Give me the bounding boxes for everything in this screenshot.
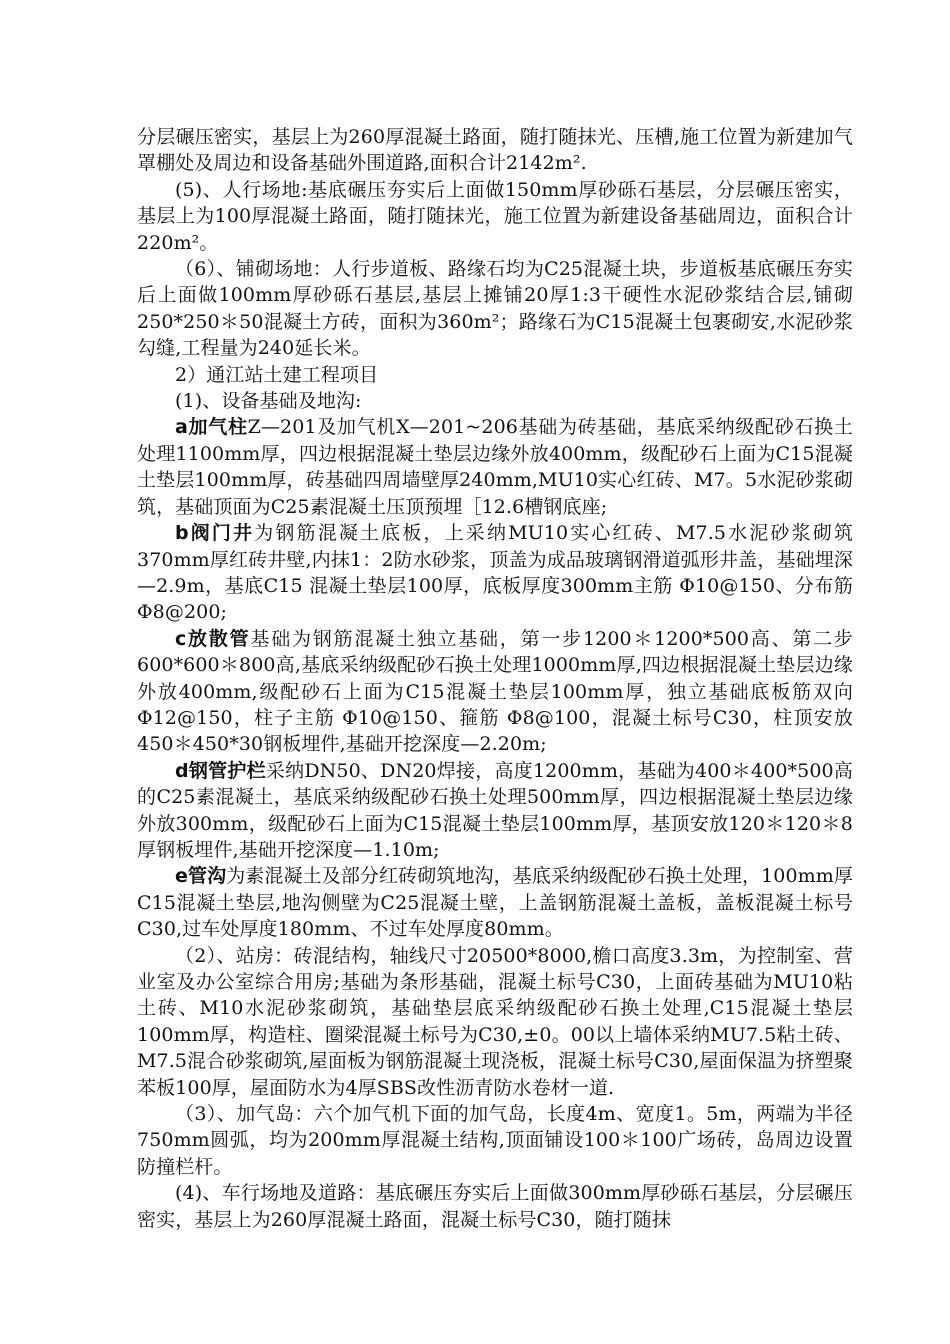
section-heading-text: 2）通江站土建工程项目 [175,363,379,386]
item-b-valve-well [137,520,853,626]
item-lead: b阀门井 [175,522,255,545]
item-e-pipe-trench [137,863,853,942]
item-lead: c放散管 [175,627,251,650]
item-text: 基础为钢筋混凝土独立基础，第一步1200＊1200*500高、第二步600*600＊800高,基底采纳级配砂石换土处理1000mm厚,四边根据混凝土垫层边缘外放400mm,级配砂石上面为C15混凝土垫层100mm厚，独立基础底板筋双向 Φ12@150，柱子主筋 Φ10@150、箍筋 Φ8@100，混凝土标号C30，柱顶安放450＊450*30钢板埋件,基础开挖深度—2.20m; [137,627,853,756]
item-text: 为素混凝土及部分红砖砌筑地沟，基底采纳级配砂石换土处理，100mm厚C15混凝土垫层,地沟侧壁为C25混凝土壁，上盖钢筋混凝土盖板，盖板混凝土标号C30,过车处厚度180mm、不过车处厚度80mm。 [137,865,854,941]
item-lead: e管沟 [175,865,227,888]
paragraph-text: (4)、车行场地及道路：基底碾压夯实后上面做300mm厚砂砾石基层，分层碾压密实，基层上为260厚混凝土路面，混凝土标号C30，随打随抹 [137,1182,853,1231]
paragraph-gas-island [137,1101,853,1180]
paragraph-continuation [137,124,853,177]
item-lead: a加气柱 [175,416,248,439]
document-body [137,124,853,1233]
item-lead: d钢管护栏 [175,759,266,782]
paragraph-pedestrian-area [137,177,853,256]
item-c-vent-pipe [137,626,853,758]
item-text: 为钢筋混凝土底板，上采纳MU10实心红砖、M7.5水泥砂浆砌筑370mm厚红砖井壁,内抹1：2防水砂浆，顶盖为成品玻璃钢滑道弧形井盖，基础埋深—2.9m，基底C15 混凝土垫层100厚，底板厚度300mm主筋 Φ10@150、分布筋 Φ8@200; [137,522,853,624]
paragraph-paved-area [137,256,853,362]
paragraph-text: （2）、站房：砖混结构，轴线尺寸20500*8000,檐口高度3.3m，为控制室、营业室及办公室综合用房;基础为条形基础，混凝土标号C30，上面砖基础为MU10粘土砖、M10水泥砂浆砌筑，基础垫层底采纳级配砂石换土处理,C15混凝土垫层100mm厚，构造柱、圈梁混凝土标号为C30,±0。00以上墙体采纳MU7.5粘土砖、M7.5混合砂浆砌筑,屋面板为钢筋混凝土现浇板，混凝土标号C30,屋面保温为挤塑聚苯板100厚，屋面防水为4厚SBS改性沥青防水卷材一道. [137,944,853,1099]
subsection-heading-foundations [137,388,853,414]
item-text: Z—201及加气机X—201~206基础为砖基础，基底采纳级配砂石换土处理1100mm厚，四边根据混凝土垫层边缘外放400mm，级配砂石上面为C15混凝土垫层100mm厚，砖基础四周墙壁厚240mm,MU10实心红砖、M7。5水泥砂浆砌筑，基础顶面为C25素混凝土压顶预埋［12.6槽钢底座; [137,416,853,518]
item-text: 采纳DN50、DN20焊接，高度1200mm，基础为400＊400*500高的C25素混凝土，基底采纳级配砂石换土处理500mm厚，四边根据混凝土垫层边缘外放300mm，级配砂石上面为C15混凝土垫层100mm厚，基顶安放120＊120＊8厚钢板埋件,基础开挖深度—1.10m; [137,759,853,861]
section-heading-tongjiang [137,362,853,388]
subsection-heading-text: (1)、设备基础及地沟: [175,390,362,413]
paragraph-text: (5)、人行场地:基底碾压夯实后上面做150mm厚砂砾石基层，分层碾压密实，基层上为100厚混凝土路面，随打随抹光，施工位置为新建设备基础周边，面积合计220m²。 [137,178,853,254]
item-a-gas-column [137,414,853,520]
paragraph-text: （3）、加气岛：六个加气机下面的加气岛，长度4m、宽度1。5m，两端为半径750mm圆弧，均为200mm厚混凝土结构,顶面铺设100＊100广场砖，岛周边设置防撞栏杆。 [137,1103,853,1178]
paragraph-text: 分层碾压密实，基层上为260厚混凝土路面，随打随抹光、压槽,施工位置为新建加气罩棚处及周边和设备基础外围道路,面积合计2142m². [137,126,853,175]
paragraph-text: （6）、铺砌场地：人行步道板、路缘石均为C25混凝土块，步道板基底碾压夯实后上面做100mm厚砂砾石基层,基层上摊铺20厚1:3干硬性水泥砂浆结合层,铺砌250*250＊50混凝土方砖，面积为360m²；路缘石为C15混凝土包裹砌安,水泥砂浆勾缝,工程量为240延长米。 [137,258,853,360]
item-d-steel-railing [137,758,853,864]
paragraph-vehicle-area [137,1180,853,1233]
paragraph-station-building [137,943,853,1101]
